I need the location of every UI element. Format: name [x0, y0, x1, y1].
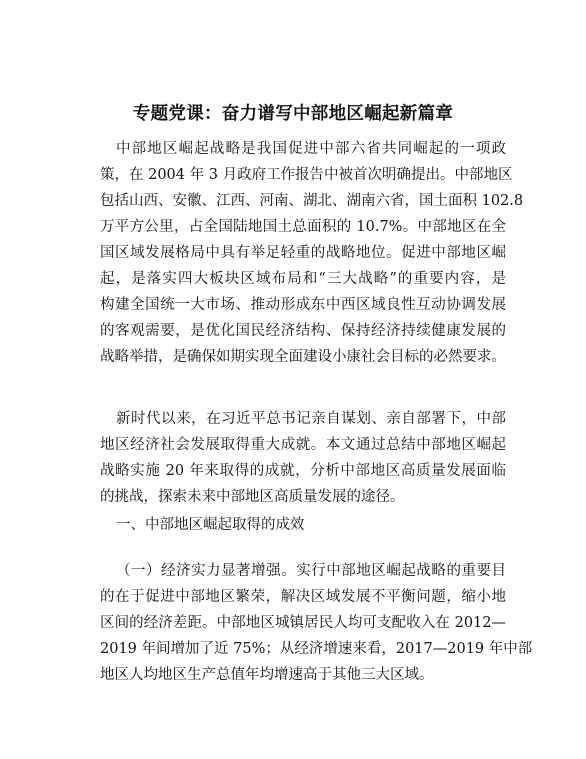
paragraph-line: 地区人均地区生产总值年均增速高于其他三大区域。	[100, 667, 434, 683]
paragraph-line: 战略举措，是确保如期实现全面建设小康社会目标的必然要求。	[100, 349, 506, 365]
paragraph-overview	[100, 406, 506, 510]
paragraph-line: 新时代以来，在习近平总书记亲自谋划、亲自部署下，中部	[116, 411, 506, 427]
paragraph-line: （一）经济实力显著增强。实行中部地区崛起战略的重要目	[116, 563, 506, 579]
paragraph-line: 地区经济社会发展取得重大成就。本文通过总结中部地区崛起	[100, 437, 506, 453]
paragraph-line: 构建全国统一大市场、推动形成东中西区域良性互动协调发展	[100, 297, 506, 313]
paragraph-line: 区间的经济差距。中部地区城镇居民人均可支配收入在 2012—	[100, 615, 506, 631]
paragraph-line: 中部地区崛起战略是我国促进中部六省共同崛起的一项政	[116, 141, 506, 157]
paragraph-line: 起，是落实四大板块区域布局和“三大战略”的重要内容，是	[100, 271, 506, 287]
paragraph-line: 包括山西、安徽、江西、河南、湖北、湖南六省，国土面积 102.8	[100, 193, 524, 209]
paragraph-line: 的在于促进中部地区繁荣，解决区域发展不平衡问题，缩小地	[100, 589, 506, 605]
section-heading	[116, 512, 506, 538]
paragraph-line: 的挑战，探索未来中部地区高质量发展的途径。	[100, 489, 405, 505]
paragraph-line: 策，在 2004 年 3 月政府工作报告中被首次明确提出。中部地区	[100, 167, 513, 183]
paragraph-intro	[100, 136, 524, 370]
section-heading-text: 一、中部地区崛起取得的成效	[116, 517, 305, 533]
paragraph-line: 2019 年间增加了近 75%；从经济增速来看，2017—2019 年中部	[100, 641, 533, 657]
paragraph-line: 国区域发展格局中具有举足轻重的战略地位。促进中部地区崛	[100, 245, 506, 261]
paragraph-line: 的客观需要，是优化国民经济结构、保持经济持续健康发展的	[100, 323, 506, 339]
paragraph-line: 万平方公里，占全国陆地国土总面积的 10.7%。中部地区在全	[100, 219, 506, 235]
paragraph-line: 战略实施 20 年来取得的成就，分析中部地区高质量发展面临	[100, 463, 506, 479]
document-title: 专题党课：奋力谱写中部地区崛起新篇章	[132, 104, 454, 124]
paragraph-economy	[100, 558, 533, 688]
